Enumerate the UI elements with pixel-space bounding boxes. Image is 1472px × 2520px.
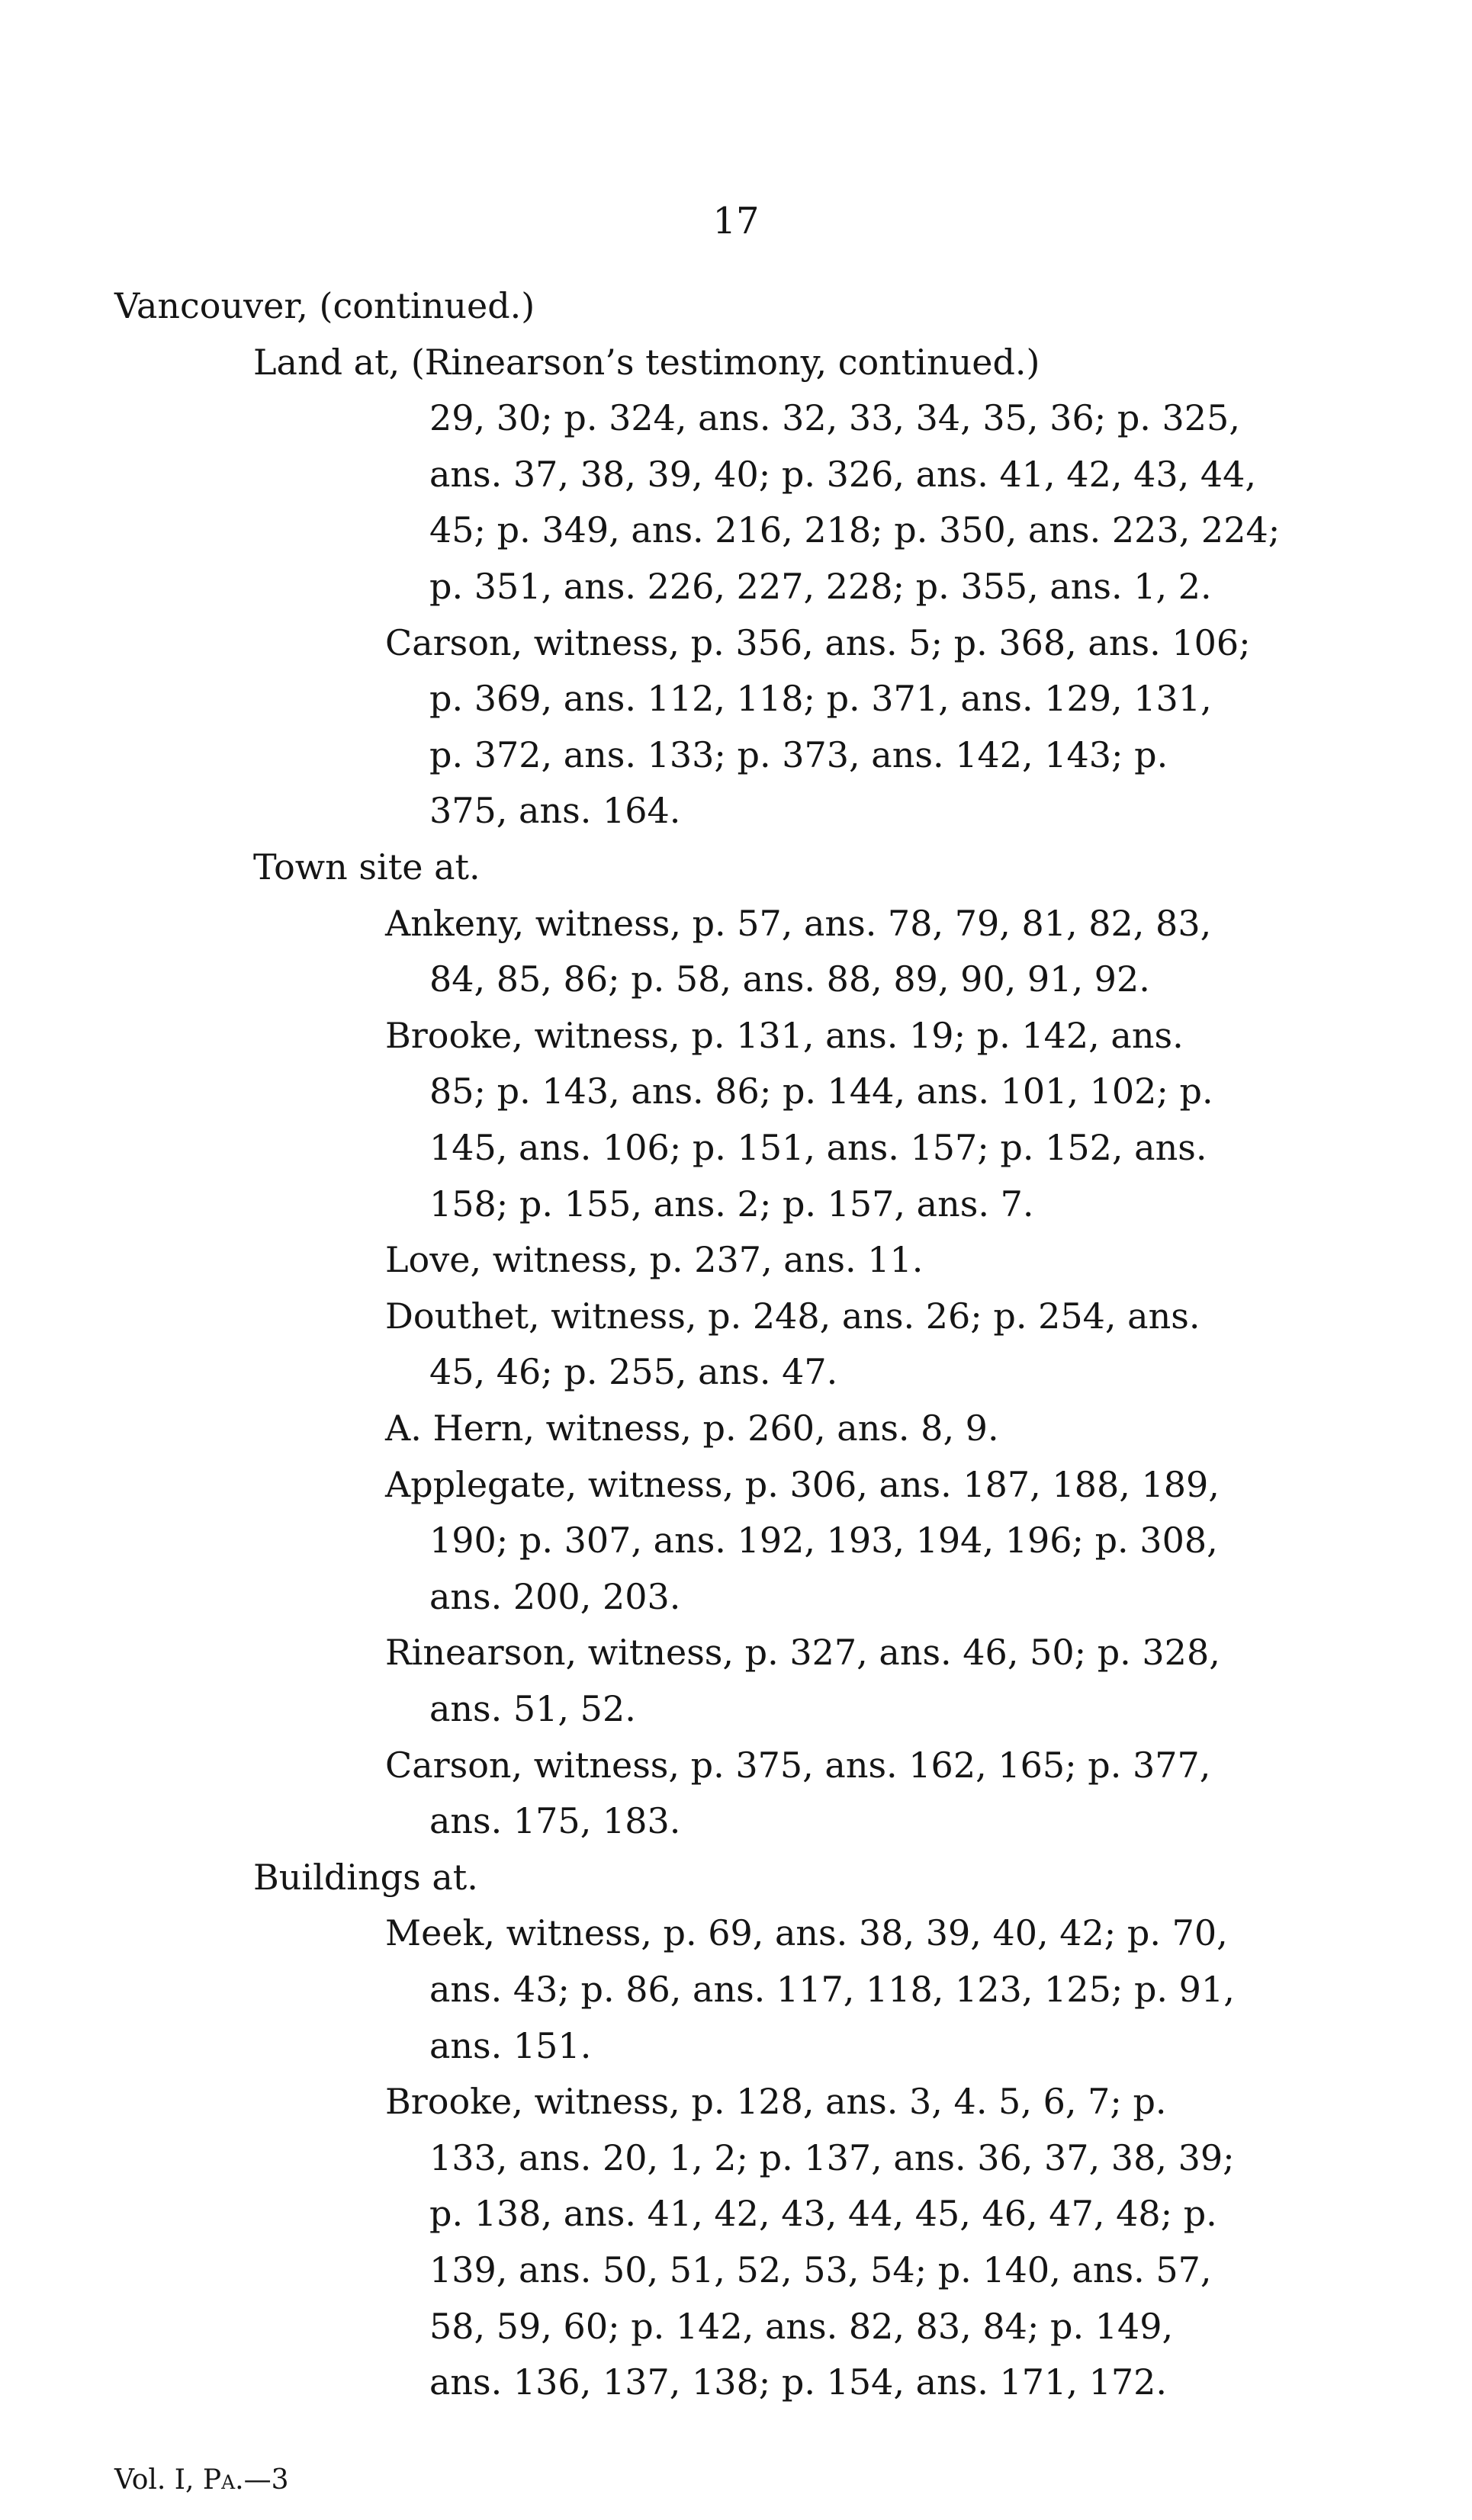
index-line: ans. 37, 38, 39, 40; p. 326, ans. 41, 42, 43, 44, [429, 454, 1257, 495]
index-line: ans. 175, 183. [429, 1800, 681, 1841]
index-line: 85; p. 143, ans. 86; p. 144, ans. 101, 102; p. [429, 1071, 1213, 1112]
index-line: Brooke, witness, p. 131, ans. 19; p. 142, ans. [385, 1015, 1184, 1056]
index-line: Carson, witness, p. 375, ans. 162, 165; p. 377, [385, 1745, 1211, 1786]
index-line: Applegate, witness, p. 306, ans. 187, 188, 189, [385, 1464, 1220, 1505]
index-line: ans. 51, 52. [429, 1688, 636, 1729]
index-line: Land at, (Rinearson’s testimony, continued.) [253, 342, 1040, 383]
signature-mark [114, 2464, 289, 2496]
index-line: ans. 136, 137, 138; p. 154, ans. 171, 172. [429, 2361, 1168, 2403]
index-line: Rinearson, witness, p. 327, ans. 46, 50; p. 328, [385, 1632, 1220, 1673]
index-line: Love, witness, p. 237, ans. 11. [385, 1239, 924, 1280]
index-line: Meek, witness, p. 69, ans. 38, 39, 40, 42; p. 70, [385, 1912, 1228, 1953]
index-line: A. Hern, witness, p. 260, ans. 8, 9. [385, 1408, 999, 1449]
index-line: 58, 59, 60; p. 142, ans. 82, 83, 84; p. 149, [429, 2306, 1174, 2347]
index-line: 29, 30; p. 324, ans. 32, 33, 34, 35, 36; p. 325, [429, 397, 1240, 438]
index-line: 133, ans. 20, 1, 2; p. 137, ans. 36, 37, 38, 39; [429, 2137, 1235, 2178]
index-line: p. 351, ans. 226, 227, 228; p. 355, ans. 1, 2. [429, 566, 1212, 607]
signature-part: Pa.—3 [202, 2464, 289, 2496]
index-line: Ankeny, witness, p. 57, ans. 78, 79, 81, 82, 83, [385, 903, 1212, 944]
index-line: p. 372, ans. 133; p. 373, ans. 142, 143; p. [429, 734, 1168, 775]
index-line: Brooke, witness, p. 128, ans. 3, 4. 5, 6, 7; p. [385, 2081, 1167, 2122]
page-number: 17 [712, 200, 760, 242]
index-line: Carson, witness, p. 356, ans. 5; p. 368, ans. 106; [385, 622, 1251, 663]
index-line: ans. 151. [429, 2025, 592, 2066]
index-line: 145, ans. 106; p. 151, ans. 157; p. 152, ans. [429, 1127, 1207, 1168]
index-line: p. 138, ans. 41, 42, 43, 44, 45, 46, 47, 48; p. [429, 2193, 1217, 2234]
index-line: 190; p. 307, ans. 192, 193, 194, 196; p. 308, [429, 1520, 1218, 1561]
index-line: ans. 200, 203. [429, 1576, 681, 1617]
index-line: Vancouver, (continued.) [114, 285, 535, 326]
index-line: p. 369, ans. 112, 118; p. 371, ans. 129, 131, [429, 678, 1212, 719]
index-line: 45, 46; p. 255, ans. 47. [429, 1351, 838, 1392]
index-line: Town site at. [253, 846, 480, 888]
index-line: 158; p. 155, ans. 2; p. 157, ans. 7. [429, 1183, 1034, 1225]
index-line: ans. 43; p. 86, ans. 117, 118, 123, 125; p. 91, [429, 1969, 1235, 2010]
index-line: 139, ans. 50, 51, 52, 53, 54; p. 140, ans. 57, [429, 2249, 1212, 2290]
index-line: 84, 85, 86; p. 58, ans. 88, 89, 90, 91, 92. [429, 958, 1150, 1000]
index-line: 45; p. 349, ans. 216, 218; p. 350, ans. 223, 224; [429, 509, 1281, 551]
signature-volume: Vol. I, [114, 2464, 194, 2496]
index-line: Buildings at. [253, 1857, 478, 1898]
index-line: Douthet, witness, p. 248, ans. 26; p. 254, ans. [385, 1295, 1200, 1337]
index-line: 375, ans. 164. [429, 790, 681, 831]
